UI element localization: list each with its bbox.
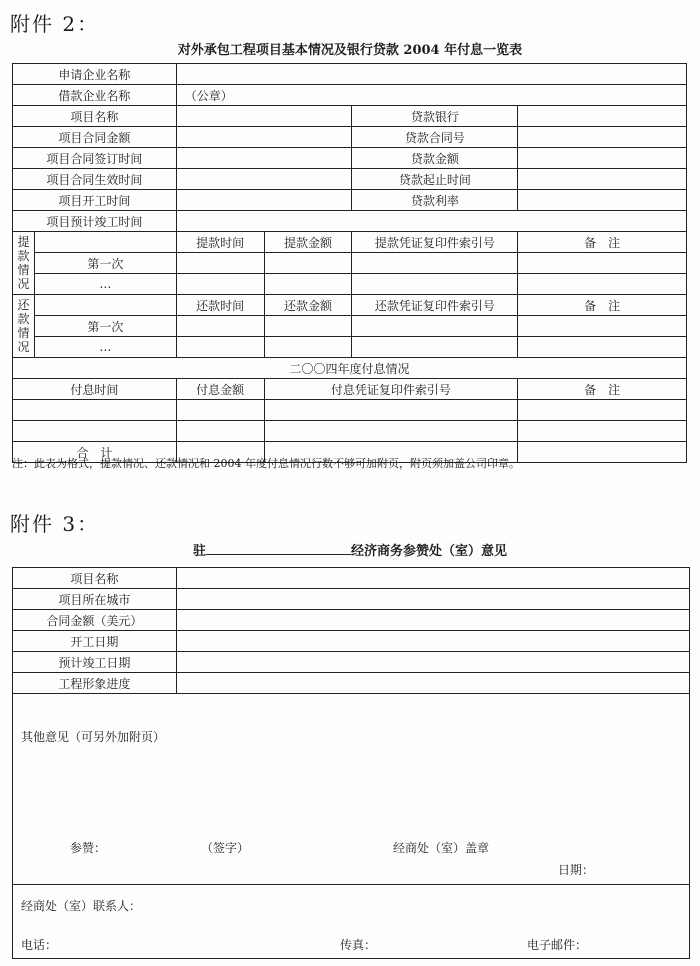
annex3-title-suffix: 经济商务参赞处（室）意见 <box>351 544 508 559</box>
annex2-note: 注：此表为格式，提款情况、还款情况和 2004 年度付息情况行数不够可加附页，附页须加盖公司印章。 <box>12 457 520 470</box>
repay-col-amount: 还款金额 <box>264 295 352 316</box>
a3-project-name-value[interactable] <box>176 568 689 589</box>
a3-contract-amount-value[interactable] <box>176 610 689 631</box>
label-loan-rate: 贷款利率 <box>352 190 518 211</box>
draw-first-index[interactable] <box>352 253 518 274</box>
loan-rate-value[interactable] <box>518 190 687 211</box>
repay-first-amount[interactable] <box>264 316 352 337</box>
annex2-heading: 附件 2： <box>10 12 100 36</box>
draw-more-time[interactable] <box>176 274 264 295</box>
interest-row1-time[interactable] <box>13 400 177 421</box>
loan-bank-value[interactable] <box>518 106 687 127</box>
contact-divider <box>13 884 689 885</box>
interest-section-title: 二〇〇四年度付息情况 <box>13 358 687 379</box>
repay-first-time[interactable] <box>176 316 264 337</box>
signature-label: （签字） <box>201 841 250 855</box>
contract-sign-time-value[interactable] <box>176 148 352 169</box>
other-opinion-label: 其他意见（可另外加附页） <box>21 730 166 744</box>
draw-first-remark[interactable] <box>518 253 687 274</box>
draw-more-index[interactable] <box>352 274 518 295</box>
repay-col-time: 还款时间 <box>176 295 264 316</box>
interest-row2-amount[interactable] <box>176 421 264 442</box>
interest-col-time: 付息时间 <box>13 379 177 400</box>
a3-label-city: 项目所在城市 <box>13 589 177 610</box>
seal-note: （公章） <box>176 85 686 106</box>
counselor-label: 参赞： <box>70 841 107 855</box>
draw-first-time[interactable] <box>176 253 264 274</box>
embassy-name-blank[interactable] <box>206 542 351 555</box>
annex2-title: 对外承包工程项目基本情况及银行贷款 2004 年付息一览表 <box>177 43 523 58</box>
annex3-title-prefix: 驻 <box>192 544 206 559</box>
fax-label: 传真： <box>340 938 377 952</box>
annex3-basic-table <box>12 567 690 694</box>
label-loan-period: 贷款起止时间 <box>352 169 518 190</box>
label-loan-bank: 贷款银行 <box>352 106 518 127</box>
est-completion-time-value[interactable] <box>176 211 686 232</box>
draw-more-amount[interactable] <box>264 274 352 295</box>
a3-label-start-date: 开工日期 <box>13 631 177 652</box>
interest-row1-remark[interactable] <box>518 400 687 421</box>
repay-more-remark[interactable] <box>518 337 687 358</box>
repay-ellipsis: … <box>34 337 176 358</box>
a3-progress-value[interactable] <box>176 673 689 694</box>
loan-contract-no-value[interactable] <box>518 127 687 148</box>
a3-start-date-value[interactable] <box>176 631 689 652</box>
label-applicant: 申请企业名称 <box>13 64 177 85</box>
draw-blank <box>34 232 176 253</box>
label-project-name: 项目名称 <box>13 106 177 127</box>
annex3-form <box>12 567 690 959</box>
interest-row2-index[interactable] <box>264 421 518 442</box>
interest-total-remark[interactable] <box>518 442 687 463</box>
label-contract-effective-time: 项目合同生效时间 <box>13 169 177 190</box>
start-time-value[interactable] <box>176 190 352 211</box>
contract-effective-time-value[interactable] <box>176 169 352 190</box>
annex2-table <box>12 63 687 463</box>
date-label: 日期： <box>558 863 595 877</box>
interest-row1-index[interactable] <box>264 400 518 421</box>
interest-col-remark: 备 注 <box>518 379 687 400</box>
repay-first-remark[interactable] <box>518 316 687 337</box>
a3-est-completion-value[interactable] <box>176 652 689 673</box>
interest-row2-remark[interactable] <box>518 421 687 442</box>
draw-section-label: 提款情况 <box>13 232 35 295</box>
applicant-value[interactable] <box>176 64 686 85</box>
repay-section-label: 还款情况 <box>13 295 35 358</box>
a3-label-progress: 工程形象进度 <box>13 673 177 694</box>
interest-col-amount: 付息金额 <box>176 379 264 400</box>
contact-label: 经商处（室）联系人： <box>21 899 142 913</box>
loan-amount-value[interactable] <box>518 148 687 169</box>
a3-label-est-completion: 预计竣工日期 <box>13 652 177 673</box>
a3-city-value[interactable] <box>176 589 689 610</box>
draw-more-remark[interactable] <box>518 274 687 295</box>
repay-blank <box>34 295 176 316</box>
repay-first-index[interactable] <box>352 316 518 337</box>
label-start-time: 项目开工时间 <box>13 190 177 211</box>
draw-col-index: 提款凭证复印件索引号 <box>352 232 518 253</box>
interest-total-label: 合 计 <box>13 442 177 463</box>
label-loan-contract-no: 贷款合同号 <box>352 127 518 148</box>
interest-row1-amount[interactable] <box>176 400 264 421</box>
repay-first: 第一次 <box>34 316 176 337</box>
label-contract-amount: 项目合同金额 <box>13 127 177 148</box>
label-borrower: 借款企业名称 <box>13 85 177 106</box>
label-est-completion-time: 项目预计竣工时间 <box>13 211 177 232</box>
interest-row2-time[interactable] <box>13 421 177 442</box>
interest-col-index: 付息凭证复印件索引号 <box>264 379 518 400</box>
repay-more-index[interactable] <box>352 337 518 358</box>
contract-amount-value[interactable] <box>176 127 352 148</box>
draw-ellipsis: … <box>34 274 176 295</box>
label-loan-amount: 贷款金额 <box>352 148 518 169</box>
label-contract-sign-time: 项目合同签订时间 <box>13 148 177 169</box>
phone-label: 电话： <box>21 938 58 952</box>
annex3-heading: 附件 3： <box>10 512 100 536</box>
draw-col-remark: 备 注 <box>518 232 687 253</box>
repay-col-remark: 备 注 <box>518 295 687 316</box>
repay-more-time[interactable] <box>176 337 264 358</box>
draw-col-time: 提款时间 <box>176 232 264 253</box>
email-label: 电子邮件： <box>527 938 588 952</box>
draw-first: 第一次 <box>34 253 176 274</box>
a3-label-contract-amount: 合同金额（美元） <box>13 610 177 631</box>
repay-col-index: 还款凭证复印件索引号 <box>352 295 518 316</box>
project-name-value[interactable] <box>176 106 352 127</box>
a3-label-project-name: 项目名称 <box>13 568 177 589</box>
repay-more-amount[interactable] <box>264 337 352 358</box>
annex3-title <box>0 540 700 559</box>
loan-period-value[interactable] <box>518 169 687 190</box>
draw-first-amount[interactable] <box>264 253 352 274</box>
draw-col-amount: 提款金额 <box>264 232 352 253</box>
office-seal-label: 经商处（室）盖章 <box>393 841 490 855</box>
